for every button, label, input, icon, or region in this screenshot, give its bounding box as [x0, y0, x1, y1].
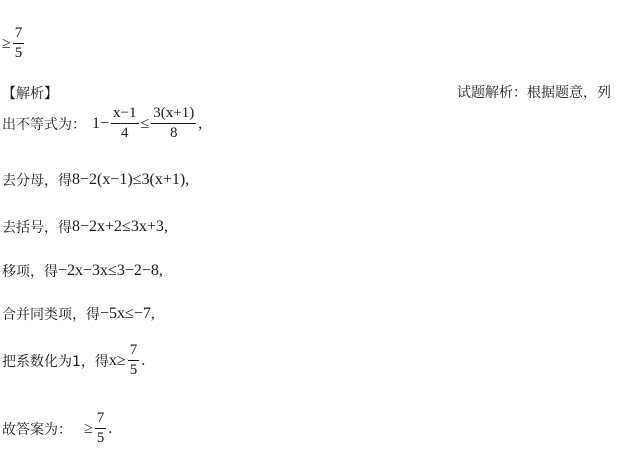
step-inequality	[2, 106, 202, 142]
top-answer	[2, 26, 26, 62]
step-transpose	[2, 261, 163, 281]
math-term: x≥	[108, 351, 126, 369]
analysis-note: 试题解析：根据题意，列	[457, 85, 611, 101]
step-label: 去括号，得	[2, 220, 72, 236]
step-clear-denominator	[2, 170, 189, 190]
math-punct: .	[108, 419, 113, 437]
fraction-numerator: 7	[128, 343, 140, 361]
analysis-heading: 【解析】	[2, 86, 58, 102]
fraction-denominator: 5	[14, 44, 23, 61]
math-term: 1−	[92, 114, 110, 132]
step-remove-brackets	[2, 217, 168, 237]
answer-fraction	[13, 26, 25, 62]
result-fraction	[128, 343, 140, 379]
math-punct: .	[141, 351, 146, 369]
fraction-numerator: 7	[13, 26, 25, 44]
fraction-left	[111, 106, 138, 142]
geq-symbol: ≥	[84, 419, 93, 437]
fraction-denominator: 8	[170, 124, 178, 141]
step-label: 把系数化为1，得	[2, 353, 109, 370]
fraction-numerator: 7	[95, 411, 107, 429]
math-punct: ,	[198, 114, 203, 132]
relation-symbol: ≤	[140, 114, 150, 132]
fraction-numerator: 3(x+1)	[151, 106, 196, 124]
answer-fraction	[95, 411, 107, 447]
step-label: 出不等式为：	[2, 116, 86, 133]
fraction-denominator: 5	[129, 361, 138, 378]
fraction-numerator: x−1	[111, 106, 138, 124]
math-expression: 8−2(x−1)≤3(x+1),	[72, 171, 190, 188]
math-expression: 8−2x+2≤3x+3,	[72, 218, 168, 235]
fraction-denominator: 5	[96, 429, 105, 446]
final-answer	[2, 411, 112, 447]
step-label: 移项，得	[2, 264, 58, 280]
geq-symbol: ≥	[2, 34, 11, 52]
math-expression: −5x≤−7,	[100, 305, 155, 322]
step-label: 合并同类项，得	[2, 307, 100, 323]
fraction-right	[151, 106, 196, 142]
step-label: 故答案为：	[2, 421, 72, 438]
step-coefficient	[2, 343, 145, 379]
step-label: 去分母，得	[2, 173, 72, 189]
fraction-denominator: 4	[121, 124, 129, 141]
step-combine	[2, 304, 155, 324]
math-expression: −2x−3x≤3−2−8,	[58, 262, 163, 279]
